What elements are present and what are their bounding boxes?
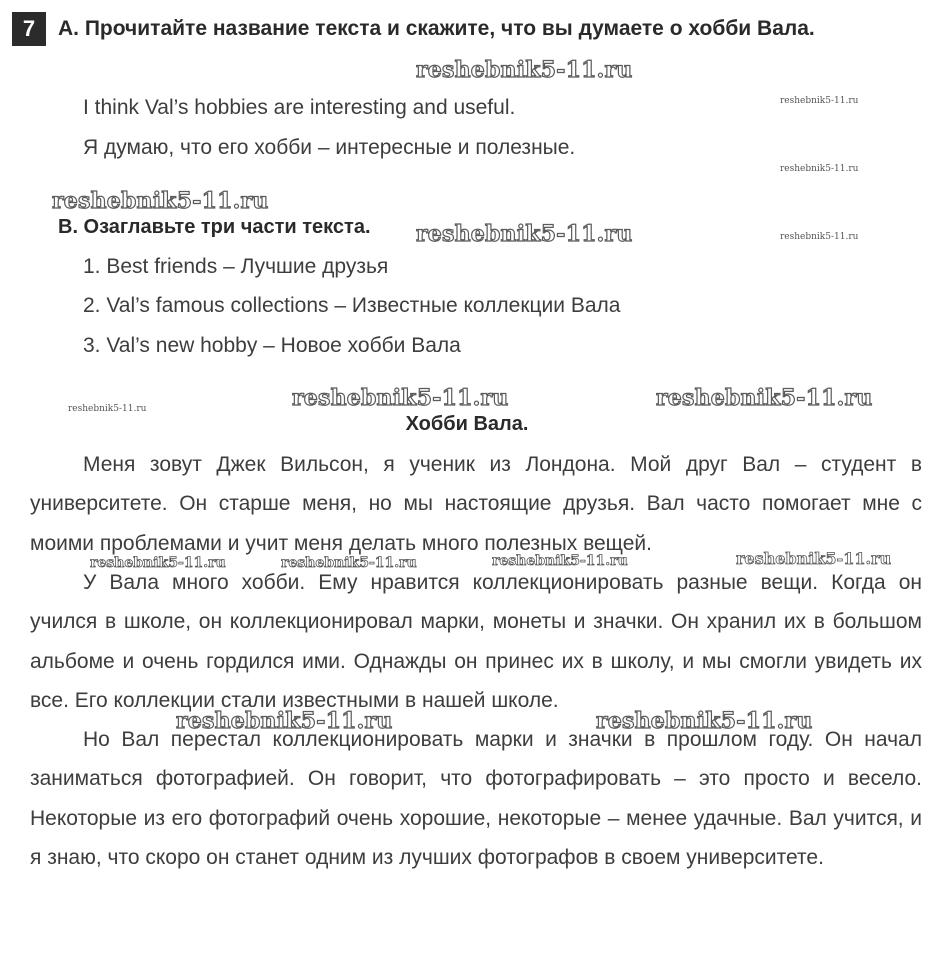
watermark-mid: reshebnik5-11.ru (492, 553, 628, 569)
watermark: reshebnik5-11.ru (292, 385, 509, 411)
part-b-item: 2. Val’s famous collections – Известные коллекции Вала (83, 294, 621, 317)
watermark-small: reshebnik5-11.ru (780, 232, 859, 242)
text-paragraph: Но Вал перестал коллекционировать марки и значки в прошлом году. Он начал заниматься фотографией. Он говорит, что фотографировать – это просто и весело. Некоторые из его фотографий очень хорошие, некоторые – менее удачные. Вал учится, и я знаю, что скоро он станет одним из лучших фотографов в своем университете. (30, 728, 922, 870)
watermark-small: reshebnik5-11.ru (780, 164, 859, 174)
watermark: reshebnik5-11.ru (52, 188, 269, 214)
watermark-mid: reshebnik5-11.ru (736, 549, 892, 568)
text-paragraph: У Вала много хобби. Ему нравится коллекционировать разные вещи. Когда он учился в школе, он коллекционировал марки, монеты и значки. Он хранил их в большом альбоме и очень гордился ими. Однажды он принес их в школу, и мы смогли увидеть их все. Его коллекции стали известными в нашей школе. (30, 571, 922, 713)
part-b-title: B. Озаглавьте три части текста. (58, 216, 371, 238)
part-a-answer-en: I think Val’s hobbies are interesting and useful. (83, 96, 516, 119)
watermark-mid: reshebnik5-11.ru (90, 555, 226, 571)
watermark-small: reshebnik5-11.ru (68, 404, 147, 414)
watermark: reshebnik5-11.ru (656, 385, 873, 411)
watermark-small: reshebnik5-11.ru (780, 96, 859, 106)
part-b-item: 1. Best friends – Лучшие друзья (83, 255, 389, 278)
watermark: reshebnik5-11.ru (416, 221, 633, 247)
text-paragraph: Меня зовут Джек Вильсон, я ученик из Лондона. Мой друг Вал – студент в университете. Он старше меня, но мы настоящие друзья. Вал часто помогает мне с моими проблемами и учит меня делать много полезных вещей. (30, 453, 922, 555)
watermark-mid: reshebnik5-11.ru (281, 555, 417, 571)
part-a-answer-ru: Я думаю, что его хобби – интересные и полезные. (83, 136, 576, 159)
watermark: reshebnik5-11.ru (176, 708, 393, 734)
text-title: Хобби Вала. (405, 413, 529, 435)
watermark: reshebnik5-11.ru (416, 57, 633, 83)
part-a-title: A. Прочитайте название текста и скажите, что вы думаете о хобби Вала. (58, 17, 815, 40)
part-b-item: 3. Val’s new hobby – Новое хобби Вала (83, 334, 461, 357)
watermark: reshebnik5-11.ru (596, 708, 813, 734)
task-number-badge: 7 (12, 12, 46, 46)
